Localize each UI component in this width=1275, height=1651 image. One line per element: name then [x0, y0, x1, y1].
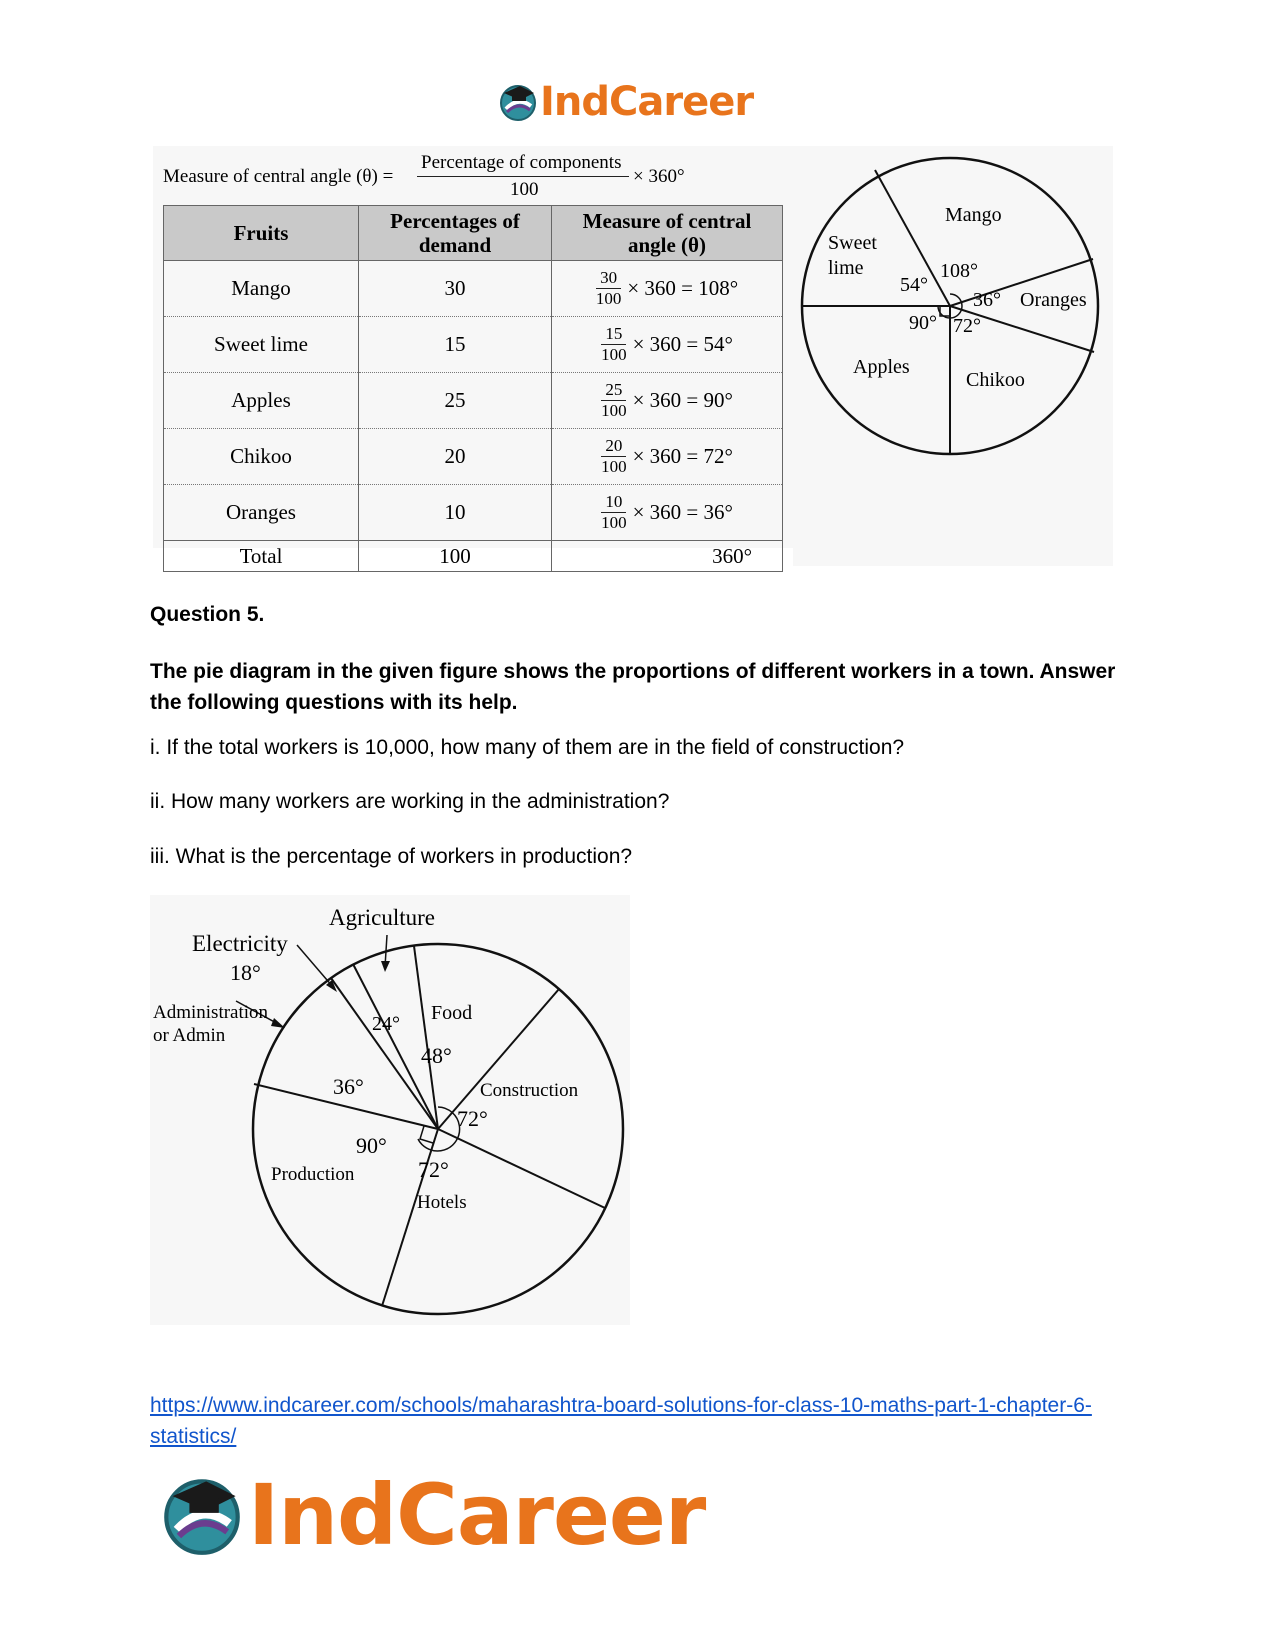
fraction: $\frac{10}{100}$ [601, 492, 627, 532]
indcareer-logo-top [498, 80, 753, 124]
formula-lhs: Measure of central angle (θ) = [163, 166, 394, 187]
angle-food: 48° [421, 1043, 452, 1068]
fraction: $\frac{30}{100}$ [595, 268, 622, 308]
arrow-electricity [297, 945, 333, 987]
fruit-cell: Apples [164, 373, 359, 429]
central-angle-formula [163, 152, 723, 202]
table-row [164, 373, 783, 429]
table-total-row [164, 541, 783, 572]
table-header-row [164, 206, 783, 261]
label-chikoo: Chikoo [966, 369, 1025, 391]
angle-cell: $\frac{20}{100}$ × 360 = 72° [552, 429, 783, 485]
workers-pie-diagram [150, 895, 630, 1325]
arrowhead-admin [271, 1018, 285, 1028]
percent-cell: 10 [359, 485, 552, 541]
angle-oranges: 36° [973, 289, 1001, 311]
formula-numerator: Percentage of components [421, 152, 622, 173]
question-item-2: ii. How many workers are working in the administration? [150, 790, 670, 813]
graduation-cap-globe-icon [498, 82, 538, 122]
angle-sweet-lime: 54° [900, 274, 928, 296]
angle-chikoo: 72° [953, 315, 981, 337]
label-construction: Construction [480, 1080, 579, 1101]
formula-multiplier: × 360° [633, 166, 685, 187]
label-apples: Apples [853, 356, 910, 378]
angle-mango: 108° [940, 260, 978, 282]
question-item-3: iii. What is the percentage of workers in production? [150, 845, 633, 868]
label-hotels: Hotels [417, 1192, 467, 1213]
angle-apples: 90° [909, 312, 937, 334]
label-mango: Mango [945, 204, 1002, 226]
percent-cell: 30 [359, 261, 552, 317]
label-sweet-lime-line2: lime [828, 257, 864, 279]
label-sweet-lime-line1: Sweet [828, 232, 877, 254]
fruit-cell: Chikoo [164, 429, 359, 485]
percent-cell: 15 [359, 317, 552, 373]
label-admin-line1: Administration [153, 1002, 269, 1023]
angle-admin: 36° [333, 1074, 364, 1099]
graduation-cap-globe-icon [160, 1473, 244, 1557]
total-percent: 100 [359, 541, 552, 572]
angle-cell: $\frac{25}{100}$ × 360 = 90° [552, 373, 783, 429]
header-percentages: Percentages of demand [359, 206, 552, 261]
formula-fraction-bar [417, 176, 629, 177]
percent-cell: 20 [359, 429, 552, 485]
total-angle: 360° [552, 541, 783, 572]
header-central-angle: Measure of central angle (θ) [552, 206, 783, 261]
label-food: Food [431, 1002, 473, 1024]
fraction: $\frac{20}{100}$ [601, 436, 627, 476]
table-row [164, 317, 783, 373]
fraction: $\frac{25}{100}$ [601, 380, 627, 420]
fruit-cell: Oranges [164, 485, 359, 541]
question-item-1: i. If the total workers is 10,000, how many of them are in the field of construction? [150, 736, 905, 759]
table-row [164, 485, 783, 541]
table-row [164, 429, 783, 485]
angle-hotels: 72° [418, 1157, 449, 1182]
fruit-cell: Sweet lime [164, 317, 359, 373]
table-row [164, 261, 783, 317]
fruit-pie-diagram [793, 146, 1113, 566]
total-label: Total [164, 541, 359, 572]
boundary-production-hotels [382, 1129, 438, 1306]
brand-name: IndCareer [540, 79, 754, 125]
label-electricity: Electricity [192, 931, 288, 956]
angle-cell: $\frac{10}{100}$ × 360 = 36° [552, 485, 783, 541]
right-angle-marker [420, 1126, 433, 1143]
formula-denominator: 100 [510, 179, 539, 200]
question-text: The pie diagram in the given figure shows the proportions of different workers in a town. Answer the following questions with its help. [150, 660, 1116, 714]
fraction: $\frac{15}{100}$ [601, 324, 627, 364]
label-admin-line2: or Admin [153, 1025, 226, 1046]
fruit-demand-table [163, 205, 783, 572]
label-production: Production [271, 1164, 355, 1185]
header-fruits: Fruits [164, 206, 359, 261]
angle-production: 90° [356, 1133, 387, 1158]
label-agriculture: Agriculture [329, 905, 436, 930]
angle-electricity: 18° [230, 960, 261, 985]
angle-cell: $\frac{15}{100}$ × 360 = 54° [552, 317, 783, 373]
angle-agriculture: 24° [372, 1013, 400, 1035]
angle-cell: $\frac{30}{100}$ × 360 = 108° [552, 261, 783, 317]
angle-construction: 72° [457, 1106, 488, 1131]
question-title: Question 5. [150, 603, 265, 626]
brand-name: IndCareer [248, 1466, 706, 1564]
arrowhead-agriculture [381, 961, 390, 972]
label-oranges: Oranges [1020, 289, 1087, 311]
fruit-cell: Mango [164, 261, 359, 317]
percent-cell: 25 [359, 373, 552, 429]
indcareer-logo-bottom [160, 1466, 706, 1564]
solutions-link[interactable]: https://www.indcareer.com/schools/maharashtra-board-solutions-for-class-10-maths-part-1-chapter-6-statistics/ [150, 1394, 1092, 1448]
